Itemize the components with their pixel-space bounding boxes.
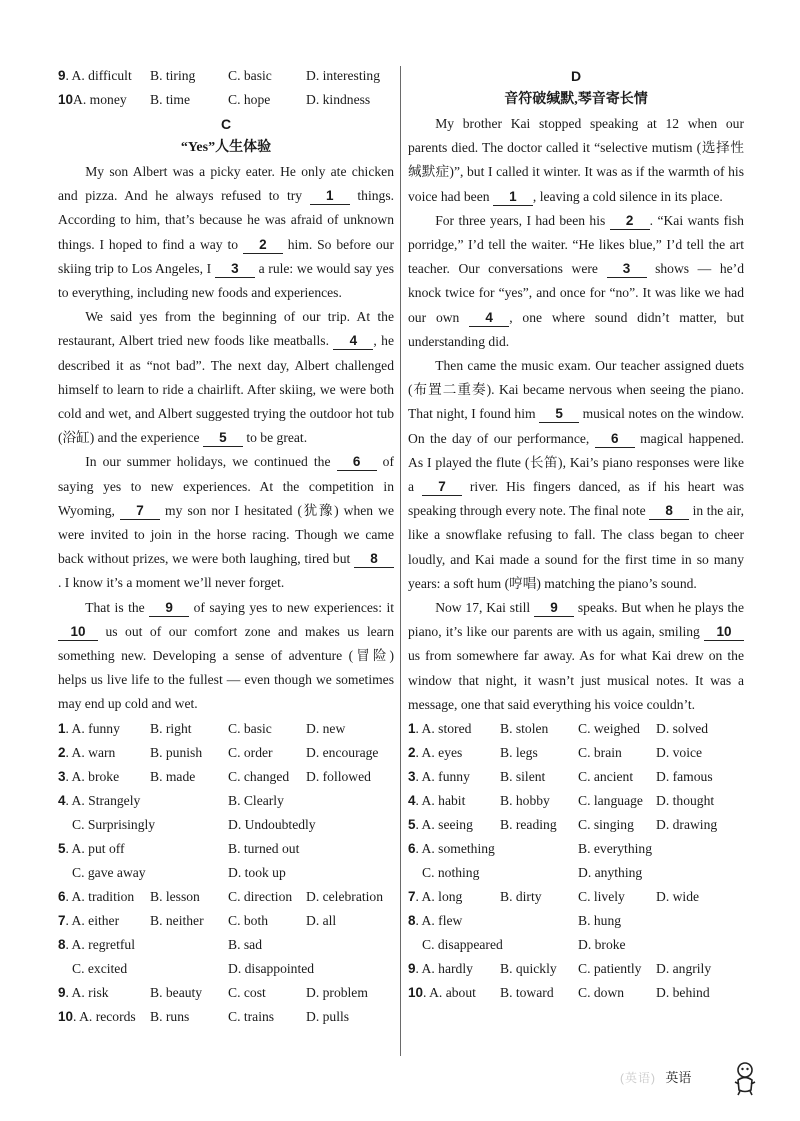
blank: 6 bbox=[337, 454, 377, 471]
option-row: 9. A. risk B. beauty C. cost D. problem bbox=[58, 984, 368, 1000]
passage-paragraph: For three years, I had been his 2 . “Kai wants fish porridge,” I’d tell the waiter. “He likes blue,” I’d tell the art teacher. Our conversations were 3 shows — he’d knock twice for “yes”, and once for “no”. It was like we had our own 4 , one where sound didn’t matter, but understanding did. bbox=[408, 212, 744, 349]
option-row: 4. A. habit B. hobby C. language D. thought bbox=[408, 793, 715, 809]
blank: 3 bbox=[215, 261, 255, 278]
blank: 8 bbox=[354, 551, 394, 568]
option-row: 2. A. warn B. punish C. order D. encourage bbox=[58, 744, 379, 760]
option-row: 5. A. put off B. turned out bbox=[58, 840, 300, 856]
option-row: 5. A. seeing B. reading C. singing D. drawing bbox=[408, 817, 718, 833]
section-letter: D bbox=[570, 68, 582, 84]
option-row-cont: C. gave away D. took up bbox=[72, 864, 286, 880]
footer-subject: 英语 bbox=[665, 1070, 692, 1085]
option-row: 6. A. something B. everything bbox=[408, 841, 652, 857]
section-title: “Yes”人生体验 bbox=[180, 140, 272, 155]
blank: 2 bbox=[243, 237, 283, 254]
blank: 4 bbox=[333, 333, 373, 350]
option-row: 10. A. records B. runs C. trains D. pulls bbox=[58, 1008, 350, 1024]
mascot-icon bbox=[730, 1060, 760, 1096]
option-row: 7. A. long B. dirty C. lively D. wide bbox=[408, 889, 700, 905]
option-row: 6. A. tradition B. lesson C. direction D. celebration bbox=[58, 888, 383, 904]
right-column bbox=[408, 64, 744, 1005]
passage-paragraph: My son Albert was a picky eater. He only ate chicken and pizza. And he always refused to try 1 things. According to him, that’s because he was afraid of unknown things. I hoped to find a way to 2 him. So before our skiing trip to Los Angeles, I 3 a rule: we would say yes to everything, including new foods and experiences. bbox=[58, 164, 395, 301]
option-row: 7. A. either B. neither C. both D. all bbox=[58, 912, 337, 928]
blank: 7 bbox=[422, 479, 462, 496]
passage-paragraph: That is the 9 of saying yes to new experiences: it 10 us out of our comfort zone and makes us learn something new. Developing a sense of adventure (冒险) helps us live life to the fullest — even though we sometimes may end up cold and wet. bbox=[58, 599, 394, 712]
option-row-cont: C. disappeared D. broke bbox=[422, 937, 626, 953]
option-row: 9. A. difficult B. tiring C. basic D. interesting bbox=[58, 68, 380, 83]
passage-paragraph: Now 17, Kai still 9 speaks. But when he plays the piano, it’s like our parents are with us again, smiling 10 us from somewhere far away. As for what Kai drew on the window that night, it wasn’t just musical notes. It was a message, one that said everything his voice couldn’t. bbox=[408, 600, 745, 712]
option-row-cont: C. Surprisingly D. Undoubtedly bbox=[72, 816, 316, 832]
option-row: 1. A. stored B. stolen C. weighed D. solved bbox=[408, 721, 709, 737]
option-row: 9. A. hardly B. quickly C. patiently D. angrily bbox=[408, 961, 712, 977]
option-row: 2. A. eyes B. legs C. brain D. voice bbox=[408, 745, 703, 761]
option-row: 3. A. funny B. silent C. ancient D. famous bbox=[408, 769, 713, 785]
option-row: 10A. money B. time C. hope D. kindness bbox=[58, 92, 371, 107]
blank: 3 bbox=[607, 261, 647, 278]
option-row: 8. A. regretful B. sad bbox=[58, 936, 262, 952]
passage-paragraph: Then came the music exam. Our teacher assigned duets (布置二重奏). Kai became nervous when seeing the piano. That night, I found him 5 musical notes on the window. On the day of our performance, 6 magical happened. As I played the flute (长笛), Kai’s piano responses were like a 7 river. His fingers danced, as if his heart was speaking through every note. The final note 8 in the air, like a snowflake refusing to fall. The class began to cheer loudly, and Kai made a sound for the first time in so many years: a soft hum (哼唱) matching the piano’s sound. bbox=[408, 358, 744, 591]
blank: 5 bbox=[539, 406, 579, 423]
blank: 10 bbox=[58, 624, 98, 641]
option-row: 10. A. about B. toward C. down D. behind bbox=[408, 985, 710, 1001]
section-letter: C bbox=[220, 116, 232, 132]
column-divider bbox=[400, 66, 401, 1056]
passage-paragraph: We said yes from the beginning of our trip. At the restaurant, Albert tried new foods like meatballs. 4 , he described it as “not bad”. The next day, Albert challenged himself to learn to ride a chairlift. After skiing, we were both cold and wet, and Albert suggested trying the outdoor hot tub (浴缸) and the experience 5 to be great. bbox=[58, 309, 394, 446]
passage-paragraph: My brother Kai stopped speaking at 12 when our parents died. The doctor called it “selective mutism (选择性缄默症)”, but I called it winter. It was as if the warmth of his voice had been 1 , leaving a cold silence in its place. bbox=[408, 116, 744, 204]
blank: 9 bbox=[149, 600, 189, 617]
blank: 5 bbox=[203, 430, 243, 447]
option-row: 3. A. broke B. made C. changed D. followed bbox=[58, 768, 371, 784]
section-title: 音符破缄默,琴音寄长情 bbox=[504, 92, 648, 107]
passage-paragraph: In our summer holidays, we continued the 6 of saying yes to new experiences. At the competition in Wyoming, 7 my son nor I hesitated (犹豫) when we were invited to join in the horse racing. Though we came back without prizes, we were both laughing, tired but 8. I know it’s a moment we’ll never forget. bbox=[58, 454, 394, 591]
left-column bbox=[58, 64, 394, 1029]
blank: 7 bbox=[120, 503, 160, 520]
blank: 10 bbox=[704, 624, 744, 641]
blank: 8 bbox=[649, 503, 689, 520]
option-row: 8. A. flew B. hung bbox=[408, 913, 622, 929]
blank: 6 bbox=[595, 431, 635, 448]
blank: 4 bbox=[469, 310, 509, 327]
blank: 2 bbox=[610, 213, 650, 230]
page-footer bbox=[620, 1066, 691, 1090]
option-row: 4. A. Strangely B. Clearly bbox=[58, 792, 284, 808]
option-row: 1. A. funny B. right C. basic D. new bbox=[58, 720, 346, 736]
option-row-cont: C. excited D. disappointed bbox=[72, 960, 315, 976]
footer-tag: (英语) bbox=[620, 1071, 656, 1085]
blank: 1 bbox=[310, 188, 350, 205]
blank: 1 bbox=[493, 189, 533, 206]
option-row-cont: C. nothing D. anything bbox=[422, 865, 643, 881]
blank: 9 bbox=[534, 600, 574, 617]
